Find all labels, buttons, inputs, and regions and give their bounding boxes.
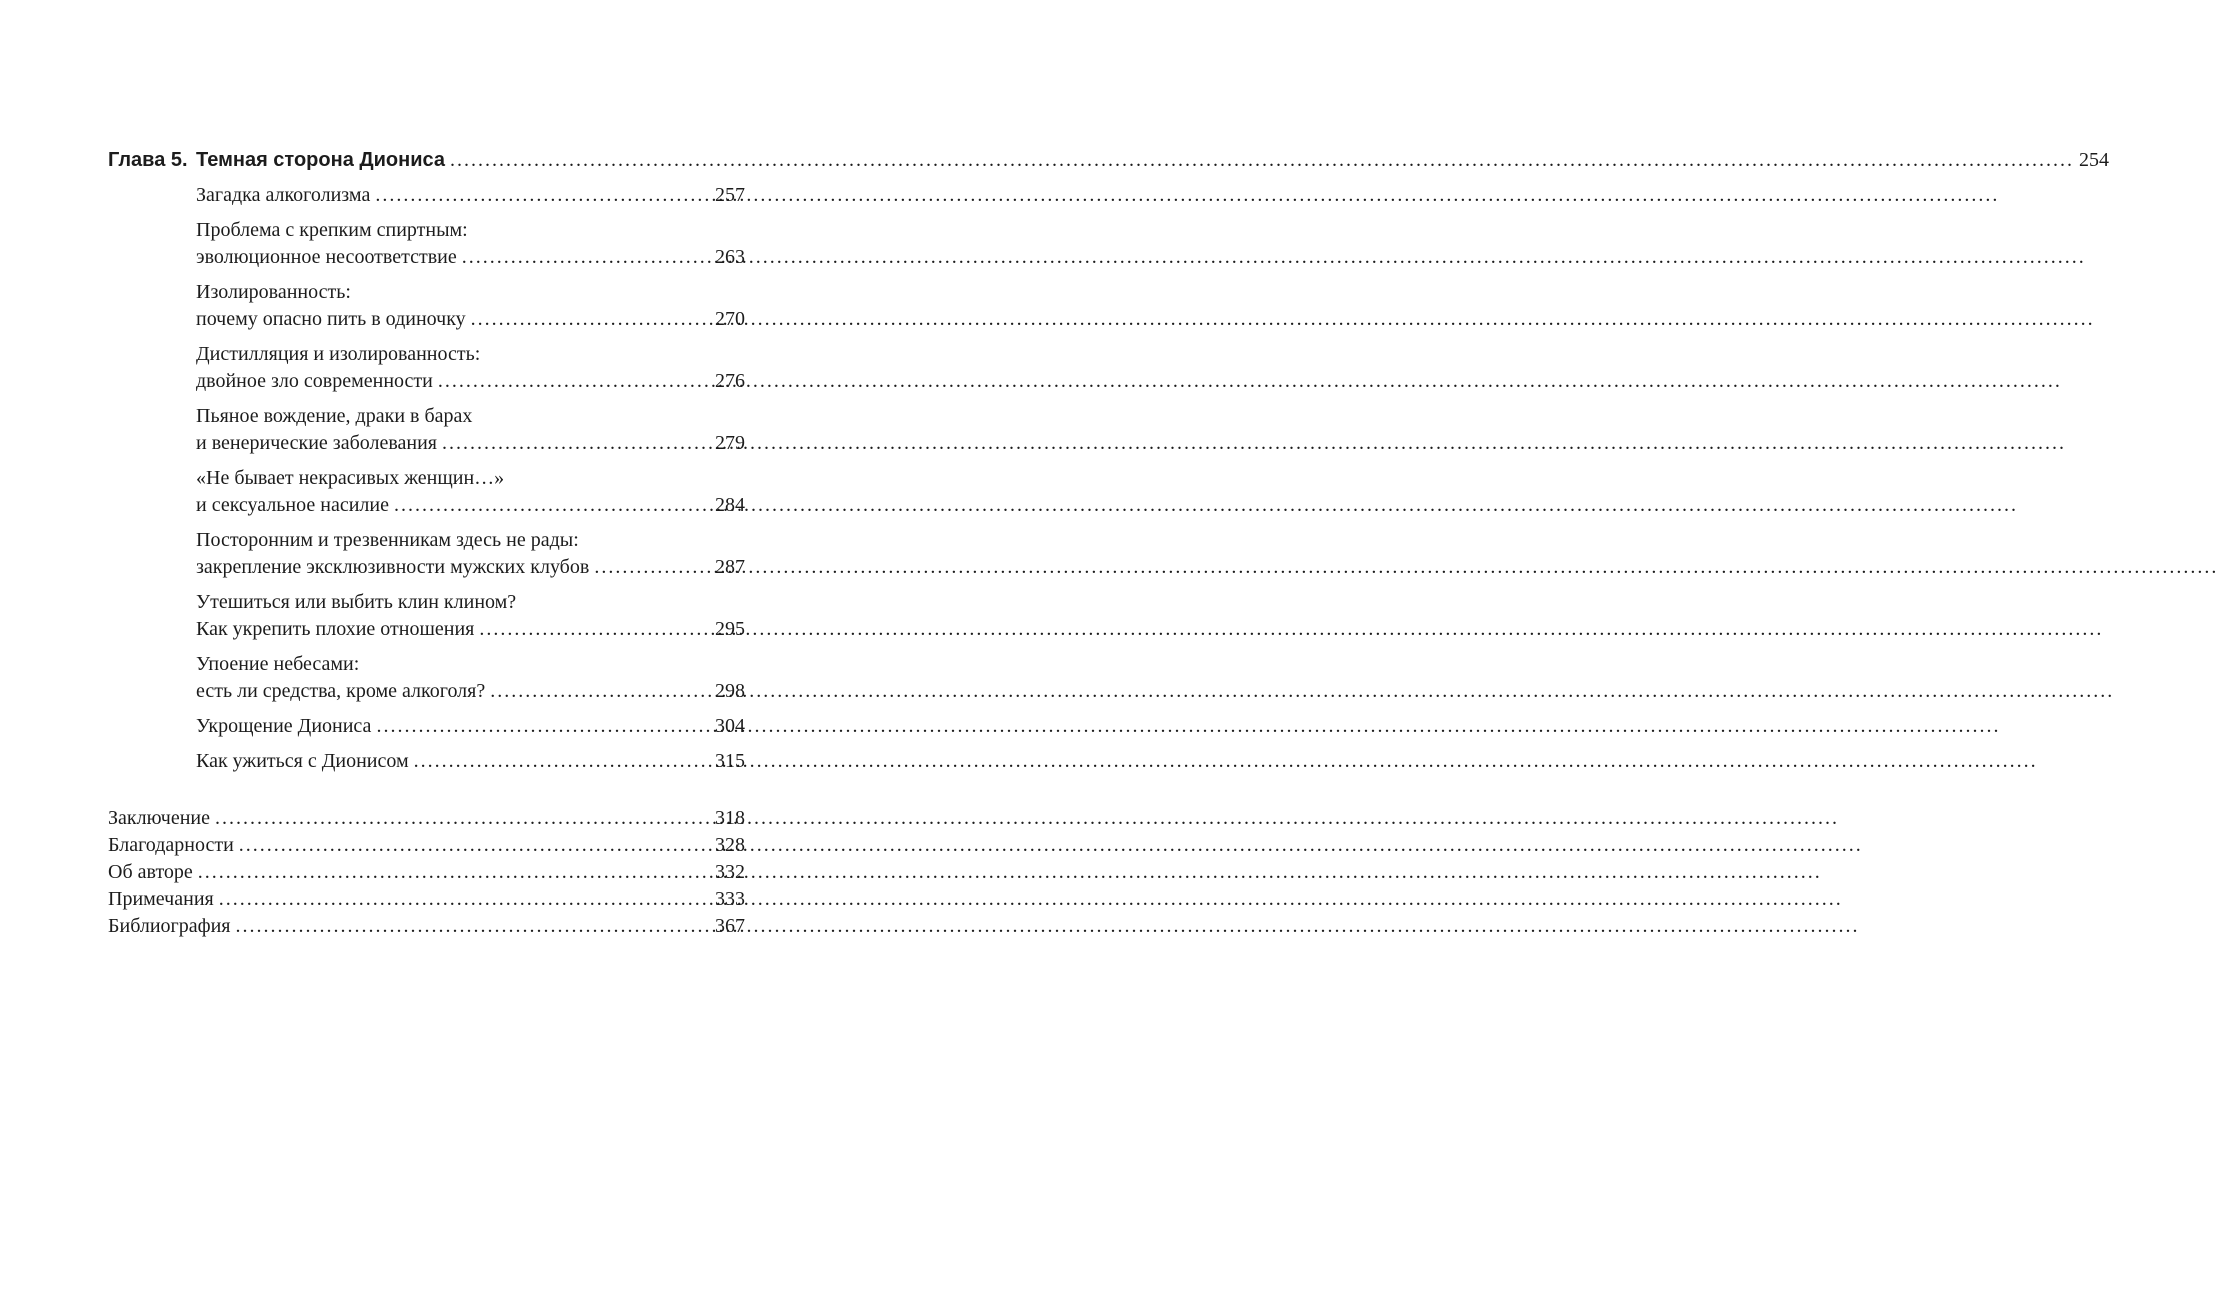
dot-leader (479, 616, 710, 643)
dot-leader (376, 713, 710, 740)
page-number: 276 (715, 370, 745, 392)
dot-leader (198, 859, 710, 886)
page-number: 257 (715, 184, 745, 206)
page-number: 333 (715, 888, 745, 910)
dot-leader (414, 748, 710, 775)
toc-entry-title-line1: «Не бывает некрасивых женщин…» (196, 467, 505, 489)
page-number: 318 (715, 807, 745, 829)
dot-leader (239, 832, 710, 859)
toc-entry-title: Как ужиться с Дионисом (196, 750, 409, 772)
toc-entry-title-line2: и венерические заболевания (196, 432, 438, 454)
page-number: 298 (715, 680, 745, 702)
page-number: 295 (715, 618, 745, 640)
dot-leader (471, 306, 710, 333)
dot-leader (236, 913, 711, 940)
page-number: 315 (715, 750, 745, 772)
toc-entry-title: Заключение (108, 807, 210, 829)
dot-leader (490, 678, 710, 705)
page-number: 367 (715, 915, 745, 937)
toc-entry (196, 651, 745, 705)
toc-entry (196, 465, 745, 519)
dot-leader (450, 147, 2074, 174)
toc-entry-title-line2: двойное зло современности (196, 370, 433, 392)
toc-entry-title: Благодарности (108, 834, 234, 856)
dot-leader (375, 182, 710, 209)
dot-leader (215, 805, 710, 832)
page-number: 270 (715, 308, 745, 330)
toc-entry-title: Укрощение Диониса (196, 715, 372, 737)
dot-leader (219, 886, 710, 913)
toc-entry-title-line2: закрепление эксклюзивности мужских клубов (196, 556, 590, 578)
toc-entry (196, 217, 745, 271)
toc-entry-title-line2: и сексуальное насилие (196, 494, 389, 516)
dot-leader (394, 492, 710, 519)
toc-section-list (196, 182, 745, 775)
toc-entry-title-line1: Посторонним и трезвенникам здесь не рады: (196, 529, 579, 551)
toc-entry (108, 886, 745, 913)
page-number: 328 (715, 834, 745, 856)
dot-leader (594, 554, 710, 581)
toc-chapter-row (108, 147, 2109, 174)
toc-entry (196, 527, 745, 581)
page-number: 279 (715, 432, 745, 454)
toc-entry-title-line1: Изолированность: (196, 281, 351, 303)
toc-entry-title-line1: Дистилляция и изолированность: (196, 343, 481, 365)
toc-entry-title-line2: Как укрепить плохие отношения (196, 618, 475, 640)
chapter-title: Темная сторона Диониса (196, 149, 445, 171)
toc-entry-title-line2: почему опасно пить в одиночку (196, 308, 466, 330)
toc-entry-title-line2: эволюционное несоответствие (196, 246, 457, 268)
toc-entry (108, 859, 745, 886)
dot-leader (462, 244, 710, 271)
page-number: 254 (2079, 149, 2109, 171)
toc-entry-title: Библиография (108, 915, 231, 937)
page-number: 287 (715, 556, 745, 578)
page-number: 304 (715, 715, 745, 737)
toc-entry (108, 913, 745, 940)
toc-entry-title-line1: Упоение небесами: (196, 653, 360, 675)
toc-entry (196, 589, 745, 643)
page-number: 263 (715, 246, 745, 268)
toc-entry-title-line1: Проблема с крепким спиртным: (196, 219, 468, 241)
toc-entry (196, 341, 745, 395)
toc-entry (196, 182, 745, 209)
page-number: 332 (715, 861, 745, 883)
dot-leader (442, 430, 710, 457)
dot-leader (438, 368, 710, 395)
toc-entry (196, 403, 745, 457)
toc-entry (196, 748, 745, 775)
toc-entry-title-line1: Утешиться или выбить клин клином? (196, 591, 517, 613)
toc-entry-title-line2: есть ли средства, кроме алкоголя? (196, 680, 486, 702)
toc-entry-title: Загадка алкоголизма (196, 184, 371, 206)
toc-entry (108, 805, 745, 832)
toc-entry (108, 832, 745, 859)
chapter-number-label: Глава 5. (108, 149, 188, 171)
toc-entry-title-line1: Пьяное вождение, драки в барах (196, 405, 473, 427)
toc-entry-title: Об авторе (108, 861, 193, 883)
toc-backmatter-list (108, 805, 745, 940)
page-number: 284 (715, 494, 745, 516)
toc-entry-title: Примечания (108, 888, 214, 910)
toc-entry (196, 713, 745, 740)
toc-entry (196, 279, 745, 333)
chapter-title-row (196, 147, 2109, 174)
